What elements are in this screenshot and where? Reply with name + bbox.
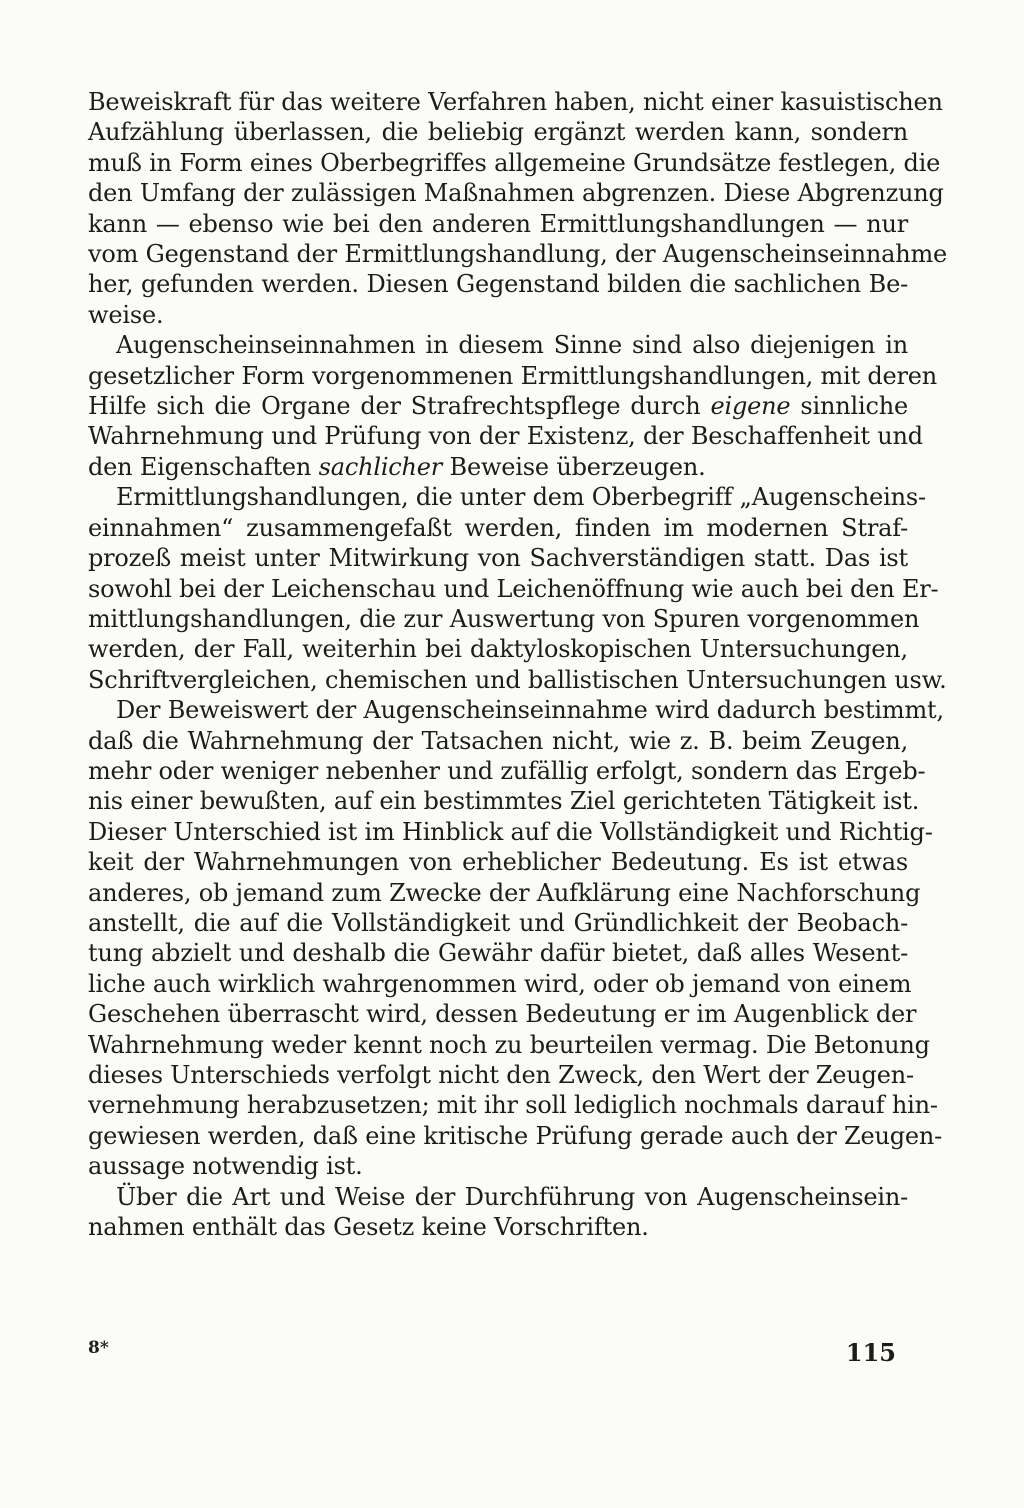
text-segment: Hilfe sich die Organe der Strafrechtspflege durch [88, 392, 711, 421]
text-line: einnahmen“ zusammengefaßt werden, finden im modernen Straf- [88, 513, 908, 542]
text-line: Schriftvergleichen, chemischen und ballistischen Untersuchungen usw. [88, 665, 947, 694]
text-segment: Beweise überzeugen. [442, 452, 706, 481]
text-line: Wahrnehmung und Prüfung von der Existenz, der Beschaffenheit und [88, 422, 923, 451]
text-line: muß in Form eines Oberbegriffes allgemeine Grundsätze festlegen, die [88, 148, 941, 177]
page-number: 115 [845, 1338, 896, 1367]
text-line [88, 391, 908, 421]
paragraph-1 [88, 87, 948, 330]
text-line: keit der Wahrnehmungen von erheblicher Bedeutung. Es ist etwas [88, 848, 908, 877]
text-line: vom Gegenstand der Ermittlungshandlung, der Augenscheinseinnahme [88, 240, 948, 269]
page-footer [88, 1338, 908, 1378]
text-line [88, 452, 908, 482]
paragraph-4 [88, 695, 944, 1182]
text-line: weise. [88, 300, 164, 329]
paragraph-2 [88, 330, 938, 482]
text-line: Der Beweiswert der Augenscheinseinnahme wird dadurch bestimmt, [116, 696, 944, 725]
text-line: prozeß meist unter Mitwirkung von Sachverständigen statt. Das ist [88, 544, 908, 573]
text-line: anstellt, die auf die Vollständigkeit und Gründlichkeit der Beobach- [88, 908, 908, 937]
text-segment: den Eigenschaften [88, 452, 319, 481]
text-segment: sinnliche [790, 392, 908, 421]
text-line: dieses Unterschieds verfolgt nicht den Zweck, den Wert der Zeugen- [88, 1061, 914, 1089]
body-text [88, 87, 948, 1242]
text-line: daß die Wahrnehmung der Tatsachen nicht, wie z. B. beim Zeugen, [88, 726, 908, 755]
text-line: nahmen enthält das Gesetz keine Vorschriften. [88, 1213, 649, 1242]
text-line: mittlungshandlungen, die zur Auswertung von Spuren vorgenommen [88, 604, 920, 633]
italic-emphasis: sachlicher [318, 452, 443, 481]
text-line: Ermittlungshandlungen, die unter dem Oberbegriff „Augenscheins- [116, 483, 926, 512]
text-line: sowohl bei der Leichenschau und Leichenöffnung wie auch bei den Er- [88, 574, 939, 603]
text-line: mehr oder weniger nebenher und zufällig erfolgt, sondern das Ergeb- [88, 756, 926, 785]
text-line: nis einer bewußten, auf ein bestimmtes Ziel gerichteten Tätigkeit ist. [88, 787, 920, 816]
paragraph-5 [88, 1182, 908, 1243]
text-line: gewiesen werden, daß eine kritische Prüfung gerade auch der Zeugen- [88, 1121, 943, 1150]
text-line: Geschehen überrascht wird, dessen Bedeutung er im Augenblick der [88, 1000, 917, 1029]
signature-mark: 8* [88, 1338, 109, 1358]
text-line: Über die Art und Weise der Durchführung von Augenscheinsein- [116, 1182, 908, 1211]
text-line: tung abzielt und deshalb die Gewähr dafür bietet, daß alles Wesent- [88, 939, 908, 968]
text-line: Augenscheinseinnahmen in diesem Sinne sind also diejenigen in [116, 331, 908, 360]
italic-emphasis: eigene [710, 392, 791, 421]
text-line: vernehmung herabzusetzen; mit ihr soll lediglich nochmals darauf hin- [88, 1091, 938, 1120]
text-line: Beweiskraft für das weitere Verfahren haben, nicht einer kasuistischen [88, 88, 943, 116]
text-line: Dieser Unterschied ist im Hinblick auf die Vollständigkeit und Richtig- [88, 817, 933, 846]
text-line: Wahrnehmung weder kennt noch zu beurteilen vermag. Die Betonung [88, 1030, 930, 1059]
text-line: liche auch wirklich wahrgenommen wird, oder ob jemand von einem [88, 969, 912, 998]
text-line: kann — ebenso wie bei den anderen Ermittlungshandlungen — nur [88, 209, 908, 238]
paragraph-3 [88, 482, 947, 695]
text-line: anderes, ob jemand zum Zwecke der Aufklärung eine Nachforschung [88, 878, 921, 907]
text-line: werden, der Fall, weiterhin bei daktyloskopischen Untersuchungen, [88, 635, 908, 664]
text-line: den Umfang der zulässigen Maßnahmen abgrenzen. Diese Abgrenzung [88, 179, 944, 208]
text-line: Aufzählung überlassen, die beliebig ergänzt werden kann, sondern [88, 118, 908, 147]
text-line: her, gefunden werden. Diesen Gegenstand bilden die sachlichen Be- [88, 270, 908, 299]
text-line: aussage notwendig ist. [88, 1152, 363, 1181]
text-line: gesetzlicher Form vorgenommenen Ermittlungshandlungen, mit deren [88, 361, 938, 390]
